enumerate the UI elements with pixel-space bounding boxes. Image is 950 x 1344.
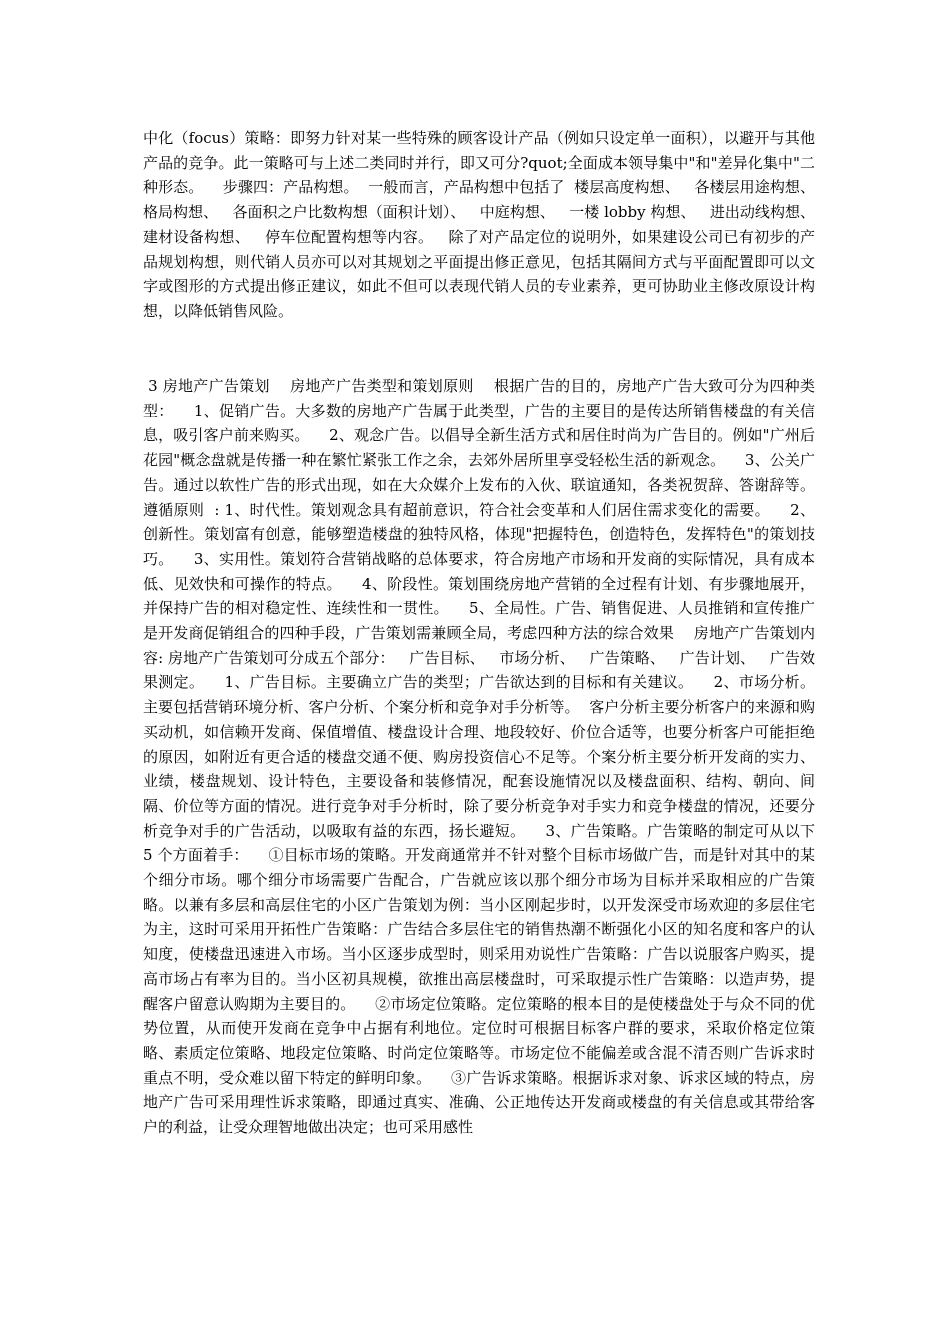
body-paragraph: 3 房地产广告策划 房地产广告类型和策划原则 根据广告的目的，房地产广告大致可分为四种类型： 1、促销广告。大多数的房地产广告属于此类型，广告的主要目的是传达所销售楼盘的有关信息，吸引客户前来购买。 2、观念广告。以倡导全新生活方式和居住时尚为广告目的。例如"广州后花园"概念盘就是传播一种在繁忙紧张工作之余，去郊外居所里享受轻松生活的新观念。 3、公关广告。通过以软性广告的形式出现，如在大众媒介上发布的入伙、联谊通知，各类祝贺辞、答谢辞等。 遵循原则 : 1、时代性。策划观念具有超前意识，符合社会变革和人们居住需求变化的需要。 2、创新性。策划富有创意，能够塑造楼盘的独特风格，体现"把握特色，创造特色，发挥特色"的策划技巧。 3、实用性。策划符合营销战略的总体要求，符合房地产市场和开发商的实际情况，具有成本低、见效快和可操作的特点。 4、阶段性。策划围绕房地产营销的全过程有计划、有步骤地展开，并保持广告的相对稳定性、连续性和一贯性。 5、全局性。广告、销售促进、人员推销和宣传推广是开发商促销组合的四种手段，广告策划需兼顾全局，考虑四种方法的综合效果 房地产广告策划内容: 房地产广告策划可分成五个部分： 广告目标、 市场分析、 广告策略、 广告计划、 广告效果测定。 1、广告目标。主要确立广告的类型；广告欲达到的目标和有关建议。 2、市场分析。主要包括营销环境分析、客户分析、个案分析和竞争对手分析等。 客户分析主要分析客户的来源和购买动机，如信赖开发商、保值增值、楼盘设计合理、地段较好、价位合适等，也要分析客户可能拒绝的原因，如附近有更合适的楼盘交通不便、购房投资信心不足等。个案分析主要分析开发商的实力、业绩，楼盘规划、设计特色，主要设备和装修情况，配套设施情况以及楼盘面积、结构、朝向、间隔、价位等方面的情况。进行竞争对手分析时，除了要分析竞争对手实力和竞争楼盘的情况，还要分析竞争对手的广告活动，以吸取有益的东西，扬长避短。 3、广告策略。广告策略的制定可从以下 5 个方面着手： ①目标市场的策略。开发商通常并不针对整个目标市场做广告，而是针对其中的某个细分市场。哪个细分市场需要广告配合，广告就应该以那个细分市场为目标并采取相应的广告策略。以兼有多层和高层住宅的小区广告策划为例：当小区刚起步时，以开发深受市场欢迎的多层住宅为主，这时可采用开拓性广告策略：广告结合多层住宅的销售热潮不断强化小区的知名度和客户的认知度，使楼盘迅速进入市场。当小区逐步成型时，则采用劝说性广告策略：广告以说服客户购买，提高市场占有率为目的。当小区初具规模，欲推出高层楼盘时，可采取提示性广告策略：以造声势，提醒客户留意认购期为主要目的。 ②市场定位策略。定位策略的根本目的是使楼盘处于与众不同的优势位置，从而使开发商在竞争中占据有利地位。定位时可根据目标客户群的要求，采取价格定位策略、素质定位策略、地段定位策略、时尚定位策略等。市场定位不能偏差或含混不清否则广告诉求时重点不明，受众难以留下特定的鲜明印象。 ③广告诉求策略。根据诉求对象、诉求区域的特点，房地产广告可采用理性诉求策略，即通过真实、准确、公正地传达开发商或楼盘的有关信息或其带给客户的利益，让受众理智地做出决定；也可采用感性 — [143, 377, 830, 1137]
body-paragraph: 中化（focus）策略：即努力针对某一些特殊的顾客设计产品（例如只设定单一面积），以避开与其他产品的竞争。此一策略可与上述二类同时并行，即又可分?quot;全面成本领导集中"和"差异化集中"二种形态。 步骤四：产品构想。 一般而言，产品构想中包括了 楼层高度构想、 各楼层用途构想、 格局构想、 各面积之户比数构想（面积计划）、 中庭构想、 一楼 lobby 构想、 进出动线构想、 建材设备构想、 停车位配置构想等内容。 除了对产品定位的说明外，如果建设公司已有初步的产品规划构想，则代销人员亦可以对其规划之平面提出修正意见，包括其隔间方式与平面配置即可以文字或图形的方式提出修正建议，如此不但可以表现代销人员的专业素养，更可协助业主修改原设计构想，以降低销售风险。 — [143, 129, 830, 320]
